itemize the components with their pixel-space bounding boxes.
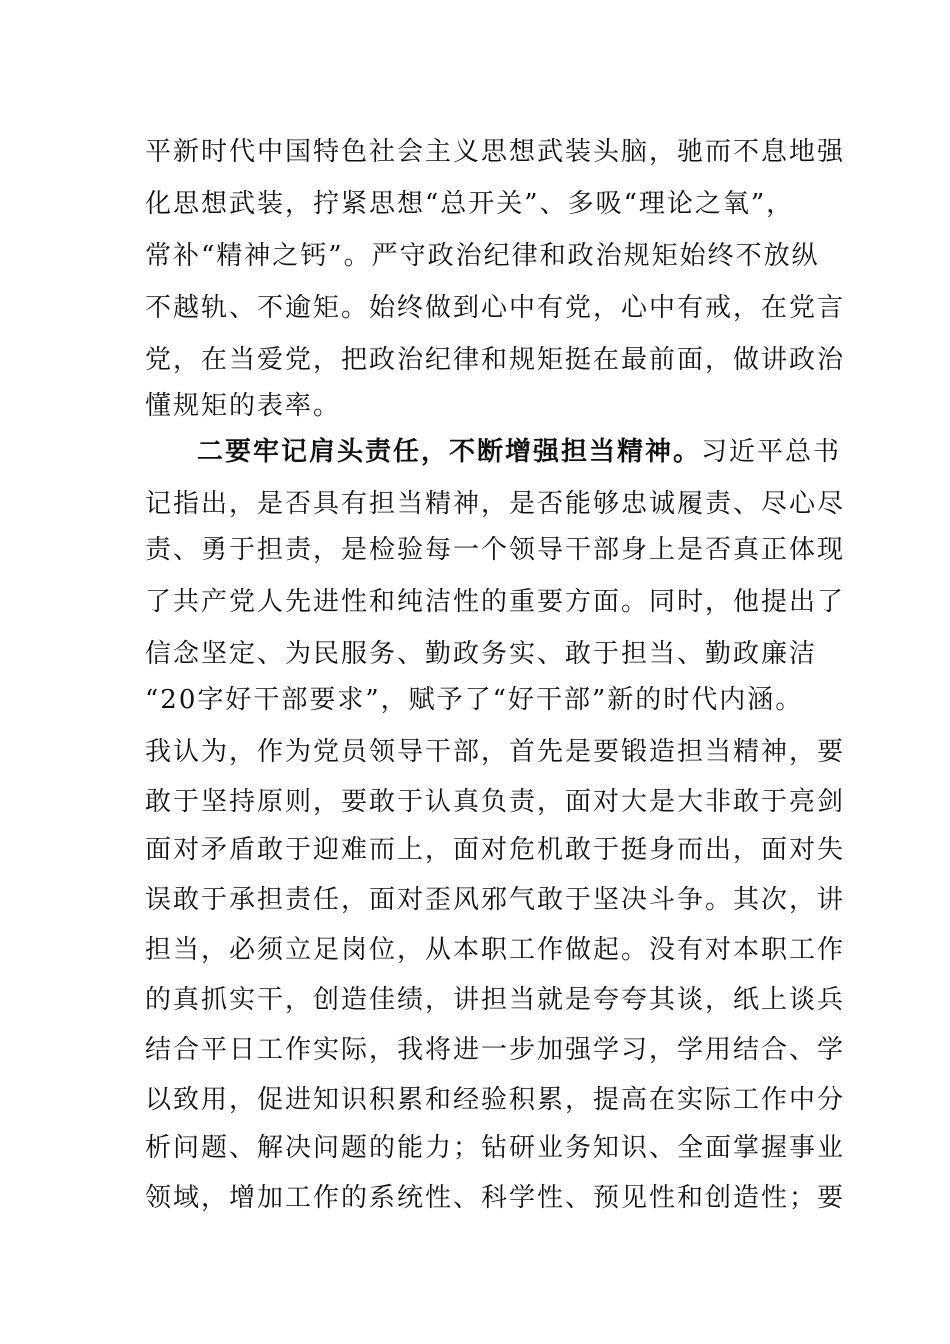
paragraph-2-line-16: 领域，增加工作的系统性、科学性、预见性和创造性；要	[145, 1183, 846, 1213]
paragraph-2-line-9: 面对矛盾敢于迎难而上，面对危机敢于挺身而出，面对失	[145, 835, 846, 865]
section-heading: 二要牢记肩头责任，不断增强担当精神。	[197, 437, 702, 467]
paragraph-2-line-11: 担当，必须立足岗位，从本职工作做起。没有对本职工作	[145, 935, 846, 965]
paragraph-2-line-13: 结合平日工作实际，我将进一步加强学习，学用结合、学	[145, 1035, 846, 1065]
paragraph-2-line-12: 的真抓实干，创造佳绩，讲担当就是夸夸其谈，纸上谈兵	[145, 985, 846, 1015]
paragraph-1-line-5: 党，在当爱党，把政治纪律和规矩挺在最前面，做讲政治	[145, 345, 846, 375]
paragraph-1-line-1: 平新时代中国特色社会主义思想武装头脑，驰而不息地强	[145, 137, 846, 167]
paragraph-2-line-7: 我认为，作为党员领导干部，首先是要锻造担当精神，要	[145, 737, 846, 767]
paragraph-2-first-line-text: 习近平总书	[701, 437, 842, 467]
paragraph-2-line-14: 以致用，促进知识积累和经验积累，提高在实际工作中分	[145, 1085, 846, 1115]
paragraph-2-line-6: “20字好干部要求”，赋予了“好干部”新的时代内涵。	[145, 685, 804, 715]
paragraph-2-line-10: 误敢于承担责任，面对歪风邪气敢于坚决斗争。其次，讲	[145, 885, 846, 915]
paragraph-1-line-4: 不越轨、不逾矩。始终做到心中有党，心中有戒，在党言	[145, 293, 846, 323]
paragraph-1-line-2: 化思想武装，拧紧思想“总开关”、多吸“理论之氧”，	[145, 189, 795, 219]
paragraph-2-line-15: 析问题、解决问题的能力；钻研业务知识、全面掌握事业	[145, 1133, 846, 1163]
paragraph-2-line-5: 信念坚定、为民服务、勤政务实、敢于担当、勤政廉洁	[145, 639, 818, 669]
paragraph-2-line-2: 记指出，是否具有担当精神，是否能够忠诚履责、尽心尽	[145, 489, 846, 519]
paragraph-2-line-4: 了共产党人先进性和纯洁性的重要方面。同时，他提出了	[145, 587, 846, 617]
paragraph-2-line-8: 敢于坚持原则，要敢于认真负责，面对大是大非敢于亮剑	[145, 787, 846, 817]
paragraph-1-line-6: 懂规矩的表率。	[145, 391, 342, 421]
paragraph-2-first-line	[197, 434, 841, 470]
paragraph-1-line-3: 常补“精神之钙”。严守政治纪律和政治规矩始终不放纵	[145, 241, 820, 271]
paragraph-2-line-3: 责、勇于担责，是检验每一个领导干部身上是否真正体现	[145, 535, 846, 565]
